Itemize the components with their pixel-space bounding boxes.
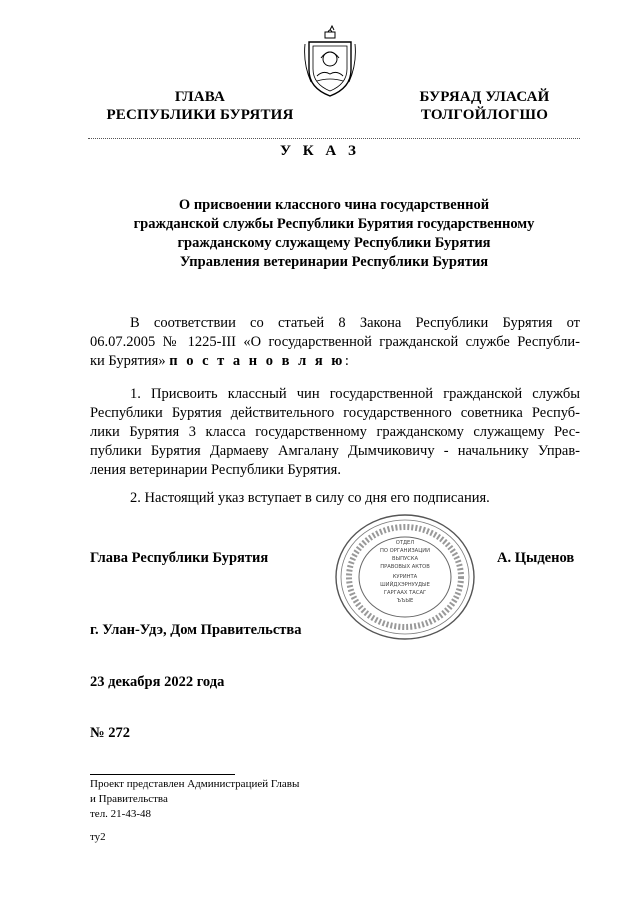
subject-line: Управления ветеринарии Республики Бурятия bbox=[179, 254, 489, 270]
preamble-line bbox=[90, 352, 580, 371]
footer-code: ту2 bbox=[90, 831, 106, 843]
footer-line: Проект представлен Администрацией Главы bbox=[90, 778, 300, 790]
footer-note bbox=[90, 777, 299, 822]
item-1-line: Республики Бурятия действительного государственного советника Респуб- bbox=[90, 405, 580, 421]
preamble-line: В соответствии со статьей 8 Закона Республики Бурятия от bbox=[130, 315, 580, 331]
item-1-paragraph bbox=[90, 385, 580, 480]
item-1-line: 1. Присвоить классный чин государственной гражданской службы bbox=[130, 386, 580, 402]
item-2-line: 2. Настоящий указ вступает в силу со дня его подписания. bbox=[130, 490, 490, 506]
document-type: У К А З bbox=[280, 143, 360, 159]
decree-number: № 272 bbox=[90, 725, 130, 741]
signatory-position: Глава Республики Бурятия bbox=[90, 550, 269, 566]
header-right bbox=[382, 88, 587, 124]
signing-date: 23 декабря 2022 года bbox=[90, 674, 225, 690]
signing-place: г. Улан-Удэ, Дом Правительства bbox=[90, 622, 302, 638]
header-right-line2: ТОЛГОЙЛОГШО bbox=[420, 107, 549, 123]
subject-line: О присвоении классного чина государственной bbox=[178, 197, 490, 213]
official-stamp bbox=[333, 512, 477, 642]
signatory-name: А. Цыденов bbox=[497, 550, 575, 566]
item-1-line: публики Бурятия Дармаеву Амгалану Дымчиковичу - начальнику Управ- bbox=[90, 443, 580, 459]
header-right-line1: БУРЯАД УЛАСАЙ bbox=[419, 89, 550, 105]
svg-text:ВЫПУСКА: ВЫПУСКА bbox=[391, 556, 419, 562]
svg-text:ГАРГААХ ТАСАГ: ГАРГААХ ТАСАГ bbox=[383, 590, 427, 596]
header-divider bbox=[88, 138, 580, 139]
preamble-line: 06.07.2005 № 1225-III «О государственной гражданской службе Республи- bbox=[90, 334, 580, 350]
preamble-colon: : bbox=[344, 353, 349, 369]
svg-text:ОТДЕЛ: ОТДЕЛ bbox=[395, 540, 415, 546]
coat-of-arms-icon bbox=[303, 24, 357, 98]
svg-text:ПРАВОВЫХ АКТОВ: ПРАВОВЫХ АКТОВ bbox=[380, 564, 430, 570]
item-2-paragraph bbox=[90, 489, 580, 508]
svg-text:ЪЪЫЕ: ЪЪЫЕ bbox=[396, 598, 414, 604]
decree-word: п о с т а н о в л я ю bbox=[169, 353, 345, 369]
header-left-line1: ГЛАВА bbox=[174, 89, 226, 105]
subject-line: гражданскому служащему Республики Бурятия bbox=[177, 235, 491, 251]
svg-text:КУРИНТА: КУРИНТА bbox=[392, 574, 418, 580]
svg-text:ПО ОРГАНИЗАЦИИ: ПО ОРГАНИЗАЦИИ bbox=[379, 548, 431, 554]
preamble-line3-text: ки Бурятия» bbox=[90, 353, 170, 369]
header-left-line2: РЕСПУБЛИКИ БУРЯТИЯ bbox=[106, 107, 294, 123]
header-left bbox=[90, 88, 310, 124]
item-1-line: ления ветеринарии Республики Бурятия. bbox=[90, 462, 341, 478]
preamble-paragraph bbox=[90, 314, 580, 371]
subject-line: гражданской службы Республики Бурятия государственному bbox=[133, 216, 535, 232]
footer-line: и Правительства bbox=[90, 793, 168, 805]
svg-text:ШИЙДХЭРНУУДЫЕ: ШИЙДХЭРНУУДЫЕ bbox=[380, 582, 430, 588]
document-subject bbox=[88, 196, 580, 272]
footer-line: тел. 21-43-48 bbox=[90, 808, 152, 820]
item-1-line: лики Бурятия 3 класса государственному гражданскому служащему Рес- bbox=[90, 424, 580, 440]
footer-rule bbox=[90, 774, 235, 775]
